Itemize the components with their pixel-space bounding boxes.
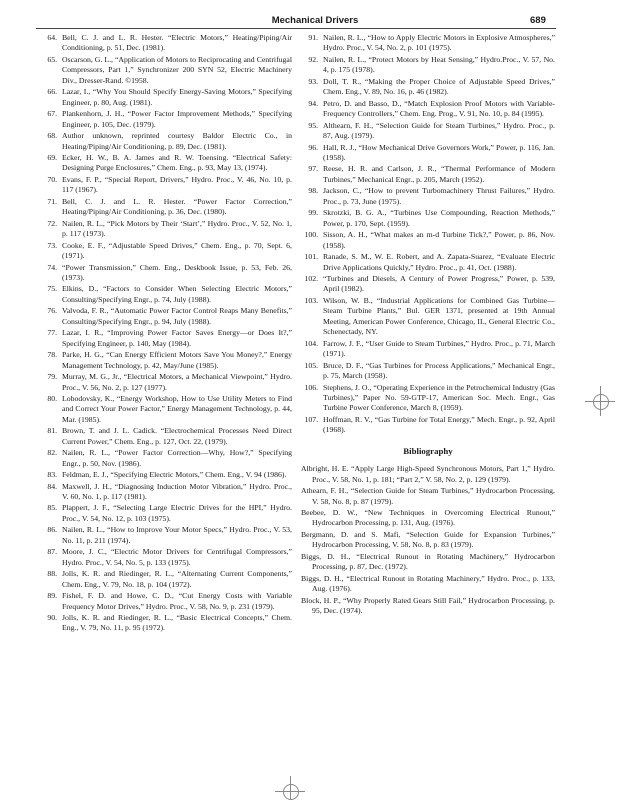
reference-item — [301, 55, 555, 76]
reference-text: Cooke, E. F., “Adjustable Speed Drives,” Chem. Eng., p. 70, Sept. 6, (1971). — [62, 240, 292, 261]
reference-item — [301, 230, 555, 251]
reference-number: 83. — [47, 470, 57, 480]
reference-item — [40, 482, 292, 503]
reference-item — [40, 219, 292, 240]
bibliography-heading: Bibliography — [403, 445, 453, 456]
reference-item — [40, 426, 292, 447]
reference-text: Nailen, R. L., “Protect Motors by Heat Sensing,” Hydro.Proc., V. 57, No. 4, p. 175 (1978). — [323, 54, 555, 75]
page-number: 689 — [530, 15, 546, 26]
reference-text: Ranade, S. M., W. E. Robert, and A. Zapata-Suarez, “Evaluate Electric Drive Applications Quickly,” Hydro. Proc., p. 41, Oct. (1988). — [323, 252, 555, 272]
reference-item — [40, 175, 292, 196]
reference-number: 81. — [47, 426, 57, 436]
reference-text: Evans, F. P., “Special Report, Drivers,” Hydro. Proc., V. 46, No. 10, p. 117 (1967). — [62, 174, 292, 195]
reference-item — [301, 252, 555, 273]
reference-number: 96. — [308, 142, 318, 152]
reference-item — [40, 613, 292, 634]
reference-text: Doll, T. R., “Making the Proper Choice of Adjustable Speed Drives,” Chem. Eng., V. 89, No. 16, p. 46 (1982). — [323, 76, 555, 97]
reference-item — [301, 77, 555, 98]
reference-item — [40, 394, 292, 425]
reference-number: 86. — [47, 525, 57, 535]
reference-item — [301, 415, 555, 436]
reference-number: 70. — [47, 174, 57, 184]
reference-number: 74. — [47, 262, 57, 272]
reference-text: Nailen, R. L., “Pick Motors by Their ‘Start’,” Hydro. Proc., V. 52, No. 1, p. 117 (1973). — [62, 218, 292, 239]
reference-text: Bruce, D. F., “Gas Turbines for Process Applications,” Mechanical Engr., p. 75, March (1958). — [323, 360, 555, 381]
reference-number: 90. — [47, 613, 57, 623]
reference-number: 103. — [304, 295, 318, 305]
reference-item — [40, 153, 292, 174]
bibliography-list — [301, 464, 555, 616]
reference-item — [301, 143, 555, 164]
reference-number: 89. — [47, 591, 57, 601]
reference-item — [301, 383, 555, 414]
reference-list-left — [40, 33, 292, 634]
reference-text: Jolls, K. R. and Riedinger, R. L., “Alternating Current Components,” Chem. Eng., V. 79, No. 18, p. 104 (1972). — [62, 569, 292, 589]
reference-text: Petro, D. and Basso, D., “Match Explosion Proof Motors with Variable-Frequency Controllers,” Chem. Eng. Prog., V. 91, No. 10, p. 84 (1995). — [323, 98, 555, 119]
bibliography-entry: Biggs, D. H., “Electrical Runout in Rotating Machinery,” Hydrocarbon Processing, p. 87, Dec. (1972). — [301, 551, 555, 572]
reference-number: 76. — [47, 306, 57, 316]
reference-text: “Turbines and Diesels, A Century of Power Progress,” Power, p. 539, April (1982). — [323, 273, 555, 294]
reference-item — [40, 350, 292, 371]
reference-text: Nailen, R. L., “Power Factor Correction—Why, How?,” Specifying Engr., p. 50, Nov. (1986). — [62, 448, 292, 468]
reference-item — [40, 263, 292, 284]
reference-text: Stephens, J. O., “Operating Experience in the Petrochemical Industry (Gas Turbines),” Paper No. 59-GTP-17, American Soc. Mech. Engr., Gas Turbine Power Conference, March 8, (1959). — [323, 382, 555, 413]
reference-number: 77. — [47, 328, 57, 338]
reference-item — [40, 503, 292, 524]
reference-text: Plappert, J. F., “Selecting Large Electric Drives for the HPI,” Hydro. Proc., V. 54, No. 12, p. 103 (1975). — [62, 503, 292, 523]
reference-number: 94. — [308, 98, 318, 108]
reference-number: 69. — [47, 152, 57, 162]
reference-number: 102. — [304, 273, 318, 283]
reference-text: Brown, T. and J. L. Cadick. “Electrochemical Processes Need Direct Current Power,” Chem. Eng., p. 127, Oct. 22, (1979). — [62, 426, 292, 446]
reference-number: 67. — [47, 109, 57, 119]
registration-mark-circle — [593, 394, 609, 410]
reference-text: Farrow, J. F., “User Guide to Steam Turbines,” Hydro. Proc., p. 71, March (1971). — [323, 338, 555, 359]
reference-number: 87. — [47, 547, 57, 557]
reference-number: 100. — [304, 230, 318, 240]
reference-item — [301, 274, 555, 295]
reference-item — [301, 339, 555, 360]
reference-text: Jackson, C., “How to prevent Turbomachinery Thrust Failures,” Hydro. Proc., p. 73, June (1975). — [323, 186, 555, 206]
reference-item — [301, 296, 555, 338]
reference-item — [40, 525, 292, 546]
reference-number: 97. — [308, 164, 318, 174]
reference-text: Plankenhorn, J. H., “Power Factor Improvement Methods,” Specifying Engineer, p. 105, Dec. (1979). — [62, 109, 292, 129]
reference-number: 73. — [47, 240, 57, 250]
reference-item — [40, 591, 292, 612]
reference-text: Bell, C. J. and L. R. Hester. “Electric Motors,” Heating/Piping/Air Conditioning, p. 51, Dec. (1981). — [62, 33, 292, 53]
reference-text: Hall, R. J., “How Mechanical Drive Governors Work,” Power, p. 116, Jan. (1958). — [323, 142, 555, 162]
bibliography-entry: Beebee, D. W., “New Techniques in Overcoming Electrical Runout,” Hydrocarbon Processing, p. 131, Aug. (1976). — [301, 508, 555, 528]
reference-text: Jolls, K. R. and Riedinger, R. L., “Basic Electrical Concepts,” Chem. Eng., V. 79, No. 11, p. 95 (1972). — [62, 613, 292, 633]
registration-mark-circle — [283, 784, 299, 800]
reference-number: 104. — [304, 338, 318, 348]
reference-number: 82. — [47, 448, 57, 458]
reference-number: 68. — [47, 131, 57, 141]
reference-item — [40, 470, 292, 480]
reference-item — [40, 306, 292, 327]
reference-item — [40, 197, 292, 218]
reference-text: Nailen, R. L., “How to Improve Your Motor Specs,” Hydro. Proc., V. 53, No. 11, p. 211 (1974). — [62, 525, 292, 545]
bibliography-entry: Block, H. P., “Why Properly Rated Gears Still Fail,” Hydrocarbon Processing, p. 95, Dec. (1974). — [301, 595, 555, 616]
reference-text: Hoffman, R. V., “Gas Turbine for Total Energy,” Mech. Engr., p. 92, April (1968). — [323, 414, 555, 435]
reference-number: 92. — [308, 54, 318, 64]
reference-item — [40, 284, 292, 305]
reference-number: 78. — [47, 350, 57, 360]
reference-item — [40, 448, 292, 469]
reference-item — [301, 186, 555, 207]
reference-item — [40, 547, 292, 568]
reference-item — [40, 131, 292, 152]
running-header-title: Mechanical Drivers — [271, 15, 359, 26]
reference-text: Nailen, R. L., “How to Apply Electric Motors in Explosive Atmospheres,” Hydro. Proc., V. 54, No. 2, p. 101 (1975). — [323, 33, 555, 53]
reference-text: Althearn, F. H., “Selection Guide for Steam Turbines,” Hydro. Proc., p. 87, Aug. (1979). — [323, 120, 555, 141]
reference-number: 107. — [304, 414, 318, 424]
reference-text: Murray, M. G., Jr., “Electrical Motors, a Mechanical Viewpoint,” Hydro. Proc., V. 56, No. 2, p. 127 (1977). — [62, 372, 292, 392]
reference-text: Bell, C. J. and L. R. Hester. “Power Factor Correction,” Heating/Piping/Air Conditioning, p. 36, Dec. (1980). — [62, 196, 292, 217]
reference-number: 65. — [47, 54, 57, 64]
reference-item — [301, 164, 555, 185]
reference-text: Oscarson, G. L., “Application of Motors to Reciprocating and Centrifugal Compressors, Part 1,” Synchronizer 200 SYN 52, Electric Machinery Div., Dresser-Rand. ©1958. — [62, 54, 292, 85]
reference-text: Lobodovsky, K., “Energy Workshop, How to Use Utility Meters to Find and Correct Your Power Factor,” Energy Management Technology, p. 44, Mar. (1985). — [62, 393, 292, 424]
reference-text: Reese, H. R. and Carlson, J. R., “Thermal Performance of Modern Turbines,” Mechanical Engr., p. 205, March (1952). — [323, 164, 555, 184]
reference-text: Lazar, I., “Why You Should Specify Energy-Saving Motors,” Specifying Engineer, p. 80, Aug. (1981). — [62, 87, 292, 107]
reference-text: “Power Transmission,” Chem. Eng., Deskbook Issue, p. 53, Feb. 26, (1973). — [62, 262, 292, 282]
reference-number: 99. — [308, 208, 318, 218]
reference-number: 72. — [47, 218, 57, 228]
reference-text: Wilson, W. B., “Industrial Applications for Combined Gas Turbine—Steam Turbine Plants,” Bul. GER 1371, presented at 19th Annual Meeting, American Power Conference, Chicago, IL, General Electric Co., Schenectady, NY. — [323, 295, 555, 337]
reference-item — [301, 33, 555, 54]
reference-text: Author unknown, reprinted courtesy Baldor Electric Co., in Heating/Piping/Air Conditioning, p. 89, Dec. (1981). — [62, 131, 292, 151]
reference-number: 64. — [47, 33, 57, 42]
reference-text: Parke, H. G., “Can Energy Efficient Motors Save You Money?,” Energy Management Technology, p. 42, May/June (1985). — [62, 350, 292, 370]
reference-item — [40, 33, 292, 54]
reference-number: 71. — [47, 196, 57, 206]
reference-item — [40, 55, 292, 86]
bibliography-entry: Biggs, D. H., “Electrical Runout in Rotating Machinery,” Hydro. Proc., p. 133, Aug. (1976). — [301, 573, 555, 594]
reference-item — [40, 569, 292, 590]
left-column — [40, 33, 292, 635]
reference-item — [40, 241, 292, 262]
reference-number: 93. — [308, 76, 318, 86]
reference-text: Moore, J. C., “Electric Motor Drivers for Centrifugal Compressors,” Hydro. Proc., V. 54, No. 5, p. 133 (1975). — [62, 547, 292, 567]
reference-item — [40, 372, 292, 393]
reference-text: Feldman, E. J., “Specifying Electric Motors,” Chem. Eng., V. 94 (1986). — [62, 470, 287, 480]
reference-item — [301, 121, 555, 142]
reference-number: 75. — [47, 284, 57, 294]
reference-text: Fishel, F. D. and Howe, C. D., “Cut Energy Costs with Variable Frequency Motor Drives,” Hydro. Proc., V. 58, No. 9, p. 231 (1979). — [62, 591, 292, 611]
reference-text: Sisson, A. H., “What makes an m-d Turbine Tick?,” Power, p. 86, Nov. (1958). — [323, 230, 555, 250]
reference-text: Lazar, I. R., “Improving Power Factor Saves Energy—or Does It?,” Specifying Engineer, p. 140, May (1984). — [62, 328, 292, 348]
reference-item — [301, 99, 555, 120]
reference-number: 66. — [47, 87, 57, 97]
reference-item — [301, 208, 555, 229]
bibliography-entry: Albright, H. E. “Apply Large High-Speed Synchronous Motors, Part 1,” Hydro. Proc., V. 58, No. 1, p. 181; “Part 2,” V. 58, No. 2, p. 129 (1979). — [301, 464, 555, 484]
right-column — [301, 33, 555, 618]
reference-number: 106. — [304, 382, 318, 392]
reference-text: Skrotzki, B. G. A., “Turbines Use Compounding, Reaction Methods,” Power, p. 170, Sept. (1959). — [323, 208, 555, 228]
reference-number: 88. — [47, 569, 57, 579]
reference-item — [40, 87, 292, 108]
bibliography-entry: Bergmann, D. and S. Mafi, “Selection Guide for Expansion Turbines,” Hydrocarbon Processing, V. 58, No. 8, p. 83 (1979). — [301, 529, 555, 550]
reference-number: 98. — [308, 186, 318, 196]
reference-number: 91. — [308, 33, 318, 42]
reference-text: Ecker, H. W., B. A. James and R. W. Toensing. “Electrical Safety: Designing Purge Enclosures,” Chem. Eng., p. 93, May 13, (1974). — [62, 152, 292, 173]
header-rule — [36, 28, 556, 29]
reference-number: 84. — [47, 481, 57, 491]
reference-item — [40, 328, 292, 349]
reference-number: 105. — [304, 360, 318, 370]
reference-list-right — [301, 33, 555, 436]
reference-text: Maxwell, J. H., “Diagnosing Induction Motor Vibration,” Hydro. Proc., V. 60, No. 1, p. 117 (1981). — [62, 481, 292, 502]
reference-number: 101. — [304, 252, 318, 262]
bibliography-entry: Athearn, F. H., “Selection Guide for Steam Turbines,” Hydrocarbon Processing, V. 58, No. 8, p. 87 (1979). — [301, 486, 555, 506]
reference-item — [301, 361, 555, 382]
reference-item — [40, 109, 292, 130]
reference-number: 79. — [47, 372, 57, 382]
reference-number: 95. — [308, 120, 318, 130]
reference-text: Elkins, D., “Factors to Consider When Selecting Electric Motors,” Consulting/Specifying Engr., p. 74, July (1988). — [62, 284, 292, 304]
reference-number: 80. — [47, 393, 57, 403]
reference-number: 85. — [47, 503, 57, 513]
reference-text: Valvoda, F. R., “Automatic Power Factor Control Reaps Many Benefits,” Consulting/Specifying Engr., p. 94, July (1988). — [62, 306, 292, 326]
